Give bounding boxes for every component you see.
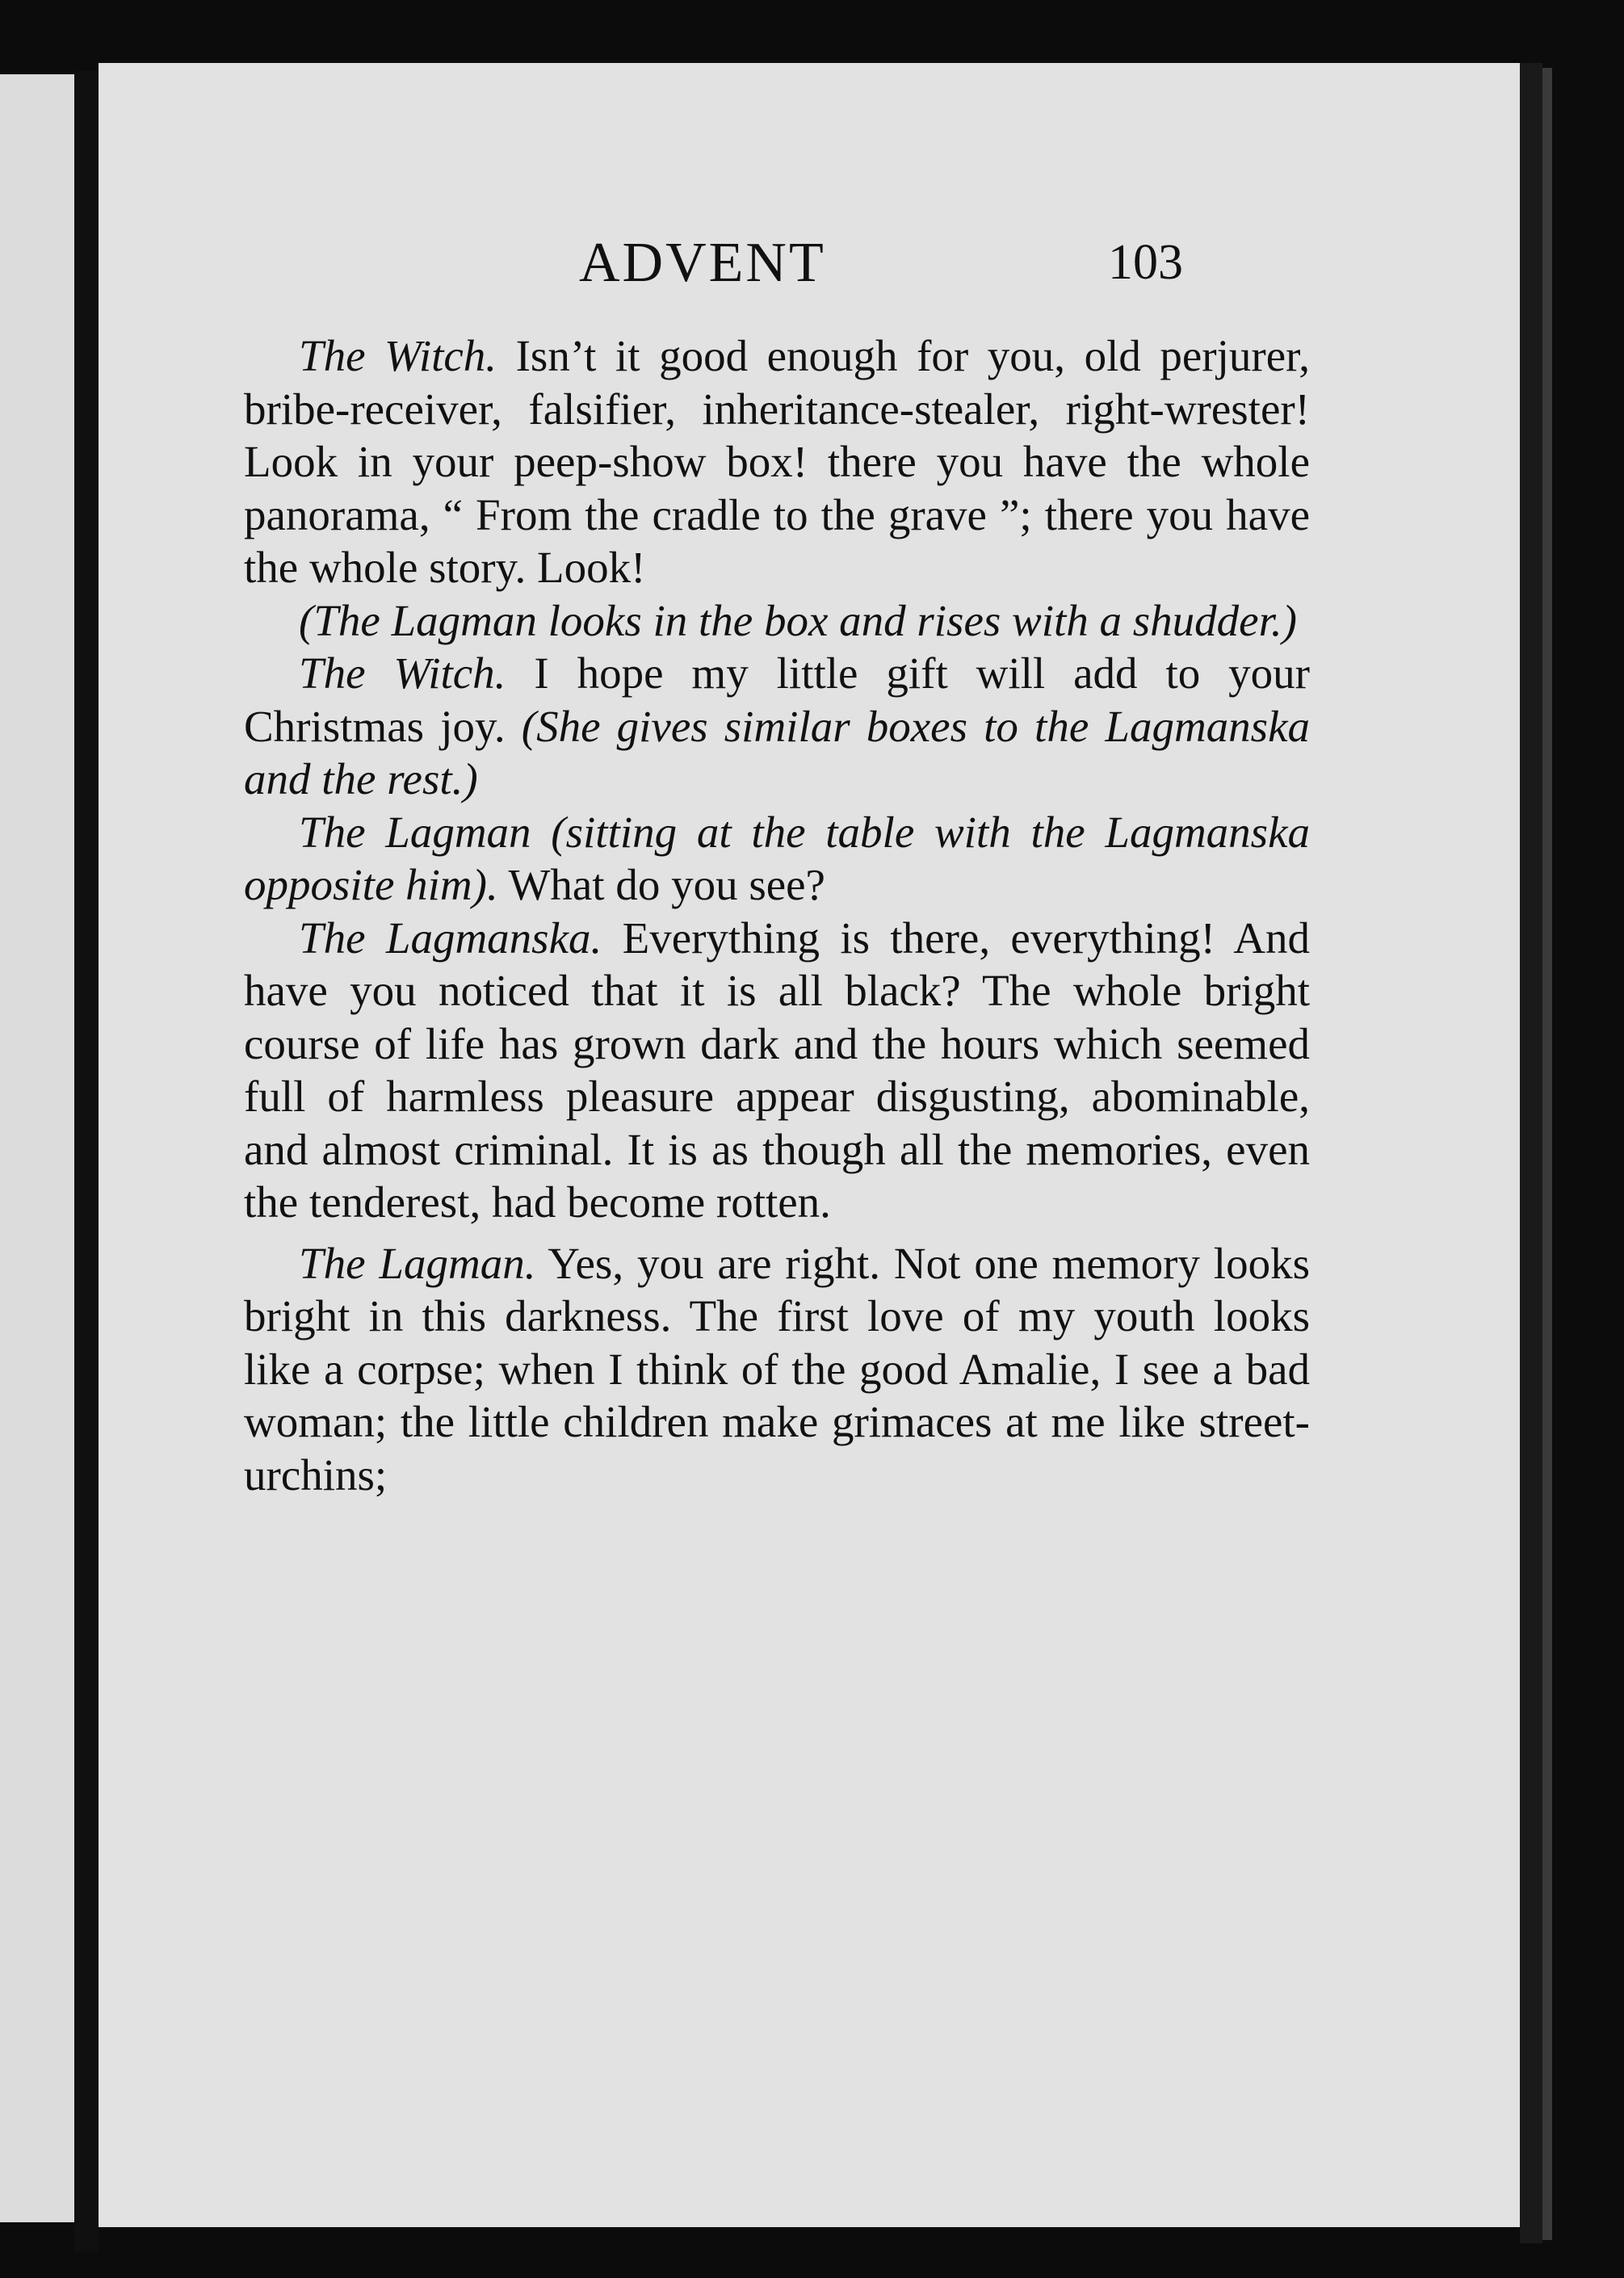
- speaker-name: The Lagman.: [299, 1238, 536, 1288]
- page-body: [244, 329, 1310, 1501]
- book-gutter: [74, 71, 99, 2251]
- page-edge-shadow: [1520, 63, 1542, 2243]
- previous-page-edge: [0, 74, 74, 2222]
- paragraph-lagman-2: [244, 1237, 1310, 1502]
- speaker-name: The Lagmanska.: [299, 912, 602, 963]
- stage-direction-lagman: [244, 594, 1310, 648]
- page-header: [99, 231, 1520, 304]
- speech-text: What do you see?: [497, 860, 825, 909]
- book-page: [99, 63, 1520, 2227]
- paragraph-witch-2: [244, 647, 1310, 806]
- stage-direction-text: (The Lagman looks in the box and rises with a shudder.): [299, 595, 1297, 645]
- speech-text: Yes, you are right. Not one memory looks bright in this darkness. The first love of my youth looks like a corpse; when I think of the good Amalie, I see a bad woman; the little children make grimaces at me like street-urchins;: [244, 1238, 1310, 1500]
- speaker-name: The Lagman (sitting at the table with the Lagmanska opposite him).: [244, 807, 1310, 909]
- speech-text: Isn’t it good enough for you, old perjurer, bribe-receiver, falsifier, inheritance-stealer, right-wrester! Look in your peep-show box! there you have the whole panorama, “ From the cradle to the grave ”; there you have the whole story. Look!: [244, 331, 1310, 592]
- running-title: ADVENT: [579, 232, 826, 294]
- paragraph-lagman-1: [244, 806, 1310, 912]
- page-number: 103: [1108, 235, 1183, 290]
- speaker-name: The Witch.: [299, 331, 497, 380]
- speaker-name: The Witch.: [299, 648, 506, 698]
- paragraph-lagmanska: [244, 912, 1310, 1229]
- speech-text: Everything is there, everything! And have you noticed that it is all black? The whole bright course of life has grown dark and the hours which seemed full of harmless pleasure appear disgusting, abominable, and almost criminal. It is as though all the memories, even the tenderest, had become rotten.: [244, 912, 1310, 1227]
- stage-direction-text: (She gives similar boxes to the Lagmanska and the rest.): [244, 701, 1310, 803]
- speech-text: I hope my little gift will add to your Christmas joy.: [244, 648, 1310, 751]
- page-edge-shadow-outer: [1542, 68, 1552, 2240]
- paragraph-witch-1: [244, 329, 1310, 594]
